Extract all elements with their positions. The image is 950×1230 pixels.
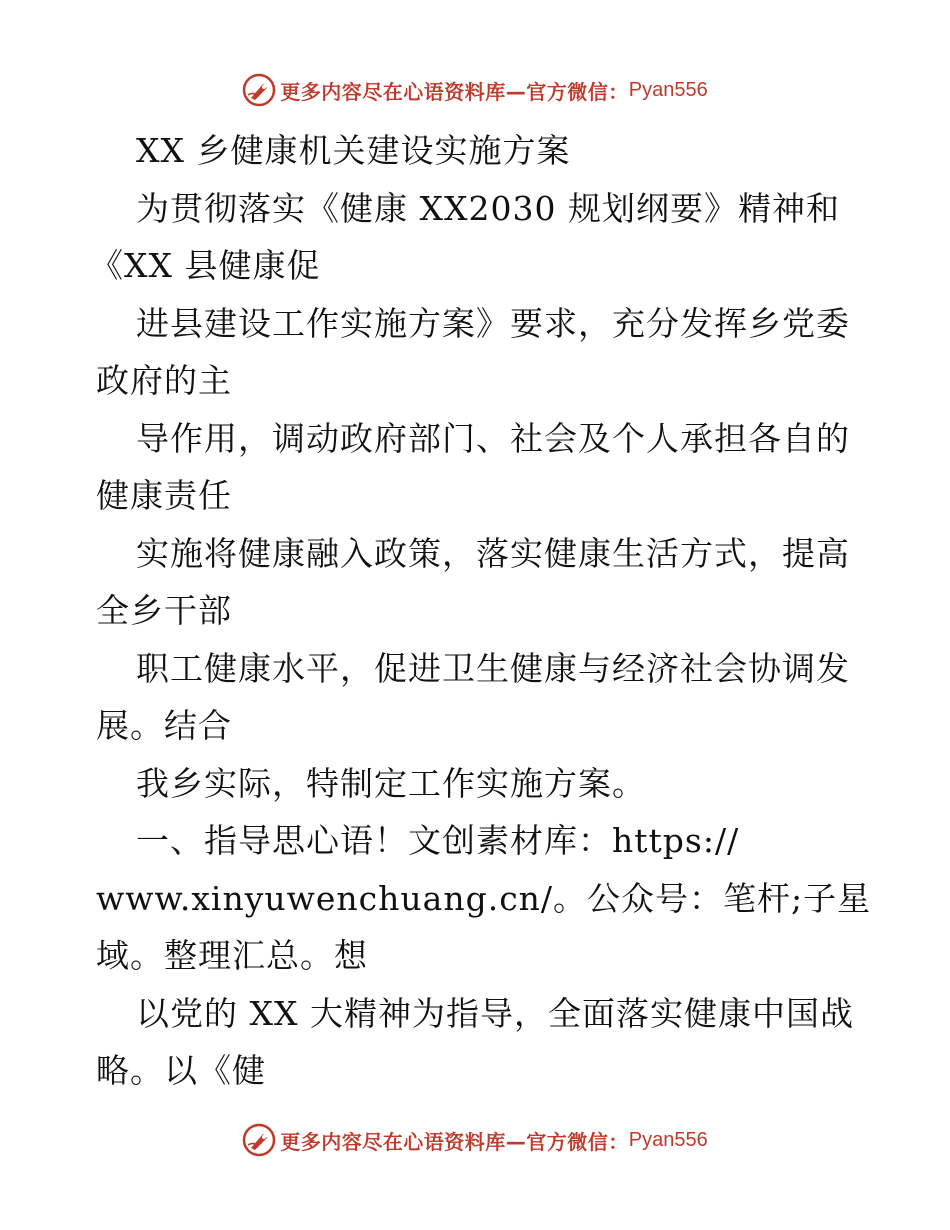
paragraph-line: 实施将健康融入政策，落实健康生活方式，提高 [136, 533, 850, 573]
paragraph-line: 我乡实际，特制定工作实施方案。 [136, 763, 646, 803]
footer-banner-wechat-id: Pyan556 [628, 1128, 708, 1151]
pen-nib-logo-icon [242, 1123, 276, 1157]
paragraph-line: 导作用，调动政府部门、社会及个人承担各自的 [136, 418, 850, 458]
paragraph-line: 政府的主 [96, 361, 232, 400]
section-heading-line: 一、指导思心语！文创素材库：https:// [136, 821, 740, 860]
paragraph-line: 健康责任 [96, 476, 232, 515]
paragraph-line: www.xinyuwenchuang.cn/。公众号：笔杆;子星 [96, 878, 872, 918]
paragraph-line: 职工健康水平，促进卫生健康与经济社会协调发 [136, 648, 850, 688]
footer-banner-text: 更多内容尽在心语资料库—官方微信： [280, 1129, 629, 1154]
paragraph-line: 展。结合 [96, 706, 232, 745]
paragraph-line: 《XX 县健康促 [90, 246, 321, 285]
document-body [90, 122, 872, 1100]
header-banner-text: 更多内容尽在心语资料库—官方微信： [280, 79, 629, 104]
paragraph-line: 域。整理汇总。想 [96, 936, 368, 975]
paragraph-line: 以党的 XX 大精神为指导，全面落实健康中国战 [136, 993, 854, 1033]
paragraph-line: 为贯彻落实《健康 XX2030 规划纲要》精神和 [136, 188, 840, 228]
pen-nib-logo-icon [242, 73, 276, 107]
footer-watermark-banner [0, 1120, 950, 1160]
document-title: XX 乡健康机关建设实施方案 [136, 131, 571, 170]
paragraph-line: 进县建设工作实施方案》要求，充分发挥乡党委 [136, 303, 850, 343]
header-banner-wechat-id: Pyan556 [628, 78, 708, 101]
paragraph-line: 全乡干部 [96, 591, 232, 630]
paragraph-line: 略。以《健 [96, 1051, 266, 1090]
header-watermark-banner [0, 70, 950, 110]
